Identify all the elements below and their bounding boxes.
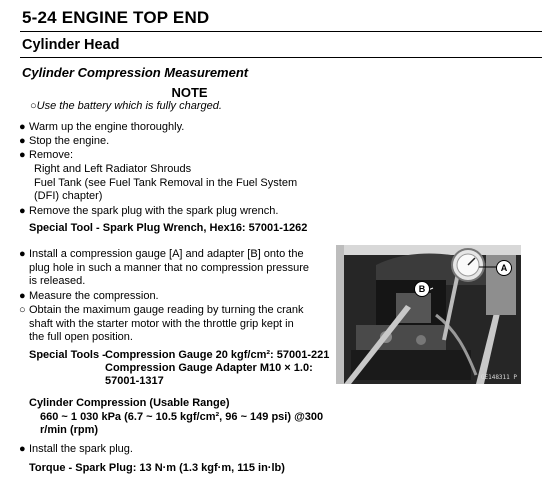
step-obtain-cont: the full open position.: [29, 331, 133, 343]
note-row: [30, 100, 222, 114]
step-remove-spark-plug: Remove the spark plug with the spark plug wrench.: [29, 205, 279, 217]
bullet-icon: ●: [19, 248, 26, 260]
bullet-icon: ●: [19, 443, 26, 455]
remove-item: Right and Left Radiator Shrouds: [34, 163, 192, 175]
step-remove: Remove:: [29, 149, 74, 161]
remove-item: (DFI) chapter): [34, 190, 103, 202]
cylinder-compression-range: 660 ~ 1 030 kPa (6.7 ~ 10.5 kgf/cm², 96 ~ 149 psi) @300: [40, 411, 324, 423]
step-obtain-cont: shaft with the starter motor with the throttle grip kept in: [29, 318, 294, 330]
step-install-spark-plug: Install the spark plug.: [29, 443, 133, 455]
engine-illustration: [336, 245, 521, 384]
page-header: 5-24 ENGINE TOP END: [22, 8, 210, 27]
step-warm-up: Warm up the engine thoroughly.: [29, 121, 185, 133]
special-tools-adapter: Compression Gauge Adapter M10 × 1.0:: [105, 362, 313, 374]
step-stop-engine: Stop the engine.: [29, 135, 110, 147]
cylinder-compression-rpm: r/min (rpm): [40, 424, 99, 436]
bullet-icon: ●: [19, 205, 26, 217]
special-tools-gauge: Compression Gauge 20 kgf/cm²: 57001-221: [105, 349, 330, 361]
step-measure: Measure the compression.: [29, 290, 159, 302]
remove-item: Fuel Tank (see Fuel Tank Removal in the Fuel System: [34, 177, 298, 189]
callout-a-label: A: [496, 260, 512, 276]
torque-spec: Torque - Spark Plug: 13 N·m (1.3 kgf·m, 115 in·lb): [29, 462, 285, 474]
note-text: Use the battery which is fully charged.: [36, 100, 222, 112]
callout-b-label: B: [414, 281, 430, 297]
step-install-gauge-cont: plug hole in such a manner that no compression pressure: [29, 262, 310, 274]
bullet-icon: ●: [19, 135, 26, 147]
figure-code: GE148311 P: [480, 374, 517, 381]
bullet-icon: ●: [19, 290, 26, 302]
subheading: Cylinder Head: [22, 37, 120, 53]
section-title: Cylinder Compression Measurement: [22, 65, 249, 80]
note-title: NOTE: [171, 85, 208, 100]
step-install-gauge: Install a compression gauge [A] and adapter [B] onto the: [29, 248, 304, 260]
bullet-icon: ●: [19, 149, 26, 161]
subheading-rule: [20, 57, 542, 58]
circle-bullet-icon: ○: [30, 100, 37, 112]
step-install-gauge-cont: is released.: [29, 275, 86, 287]
cylinder-compression-title: Cylinder Compression (Usable Range): [29, 397, 230, 409]
circle-bullet-icon: ○: [19, 304, 26, 316]
step-obtain: Obtain the maximum gauge reading by turning the crank: [29, 304, 304, 316]
compression-gauge-photo: [336, 245, 521, 384]
special-tool-spec: Special Tool - Spark Plug Wrench, Hex16: 57001-1262: [29, 222, 308, 234]
header-rule: [20, 31, 542, 32]
bullet-icon: ●: [19, 121, 26, 133]
special-tools-label: Special Tools -: [29, 349, 106, 361]
special-tools-adapter-number: 57001-1317: [105, 375, 164, 387]
